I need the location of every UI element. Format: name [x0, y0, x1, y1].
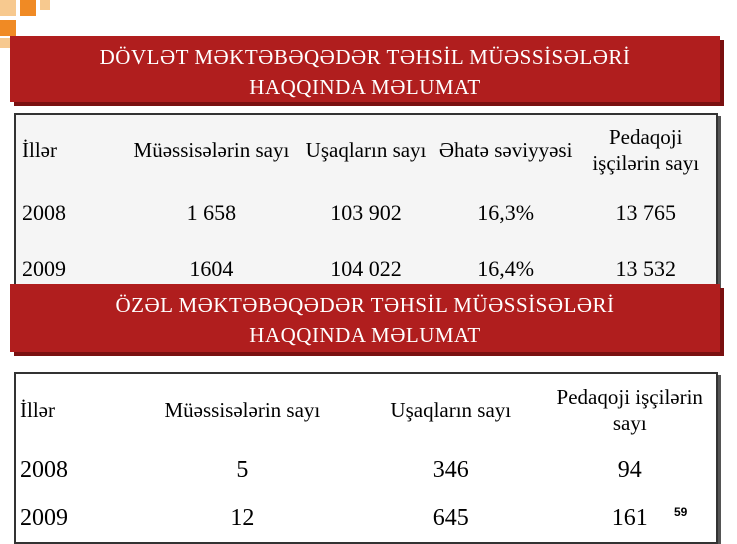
- private-institutions-table: [14, 372, 718, 544]
- state-institutions-table: [14, 113, 718, 299]
- decor-square: [40, 0, 50, 10]
- section2-title-banner: [10, 284, 720, 352]
- section1-title-line2: HAQQINDA MƏLUMAT: [249, 75, 481, 99]
- table-cell: 645: [432, 504, 469, 531]
- column-header: Uşaqların sayı: [390, 398, 512, 422]
- table-row: [15, 494, 717, 543]
- table-row: [15, 185, 717, 241]
- table-cell: 2009: [20, 504, 68, 531]
- table-cell: 13 532: [615, 256, 676, 281]
- table-cell: 161: [611, 504, 648, 531]
- column-header: Uşaqların sayı: [305, 138, 427, 162]
- table-cell: 1604: [189, 256, 234, 281]
- table-cell: 104 022: [330, 256, 402, 281]
- decor-square: [0, 20, 16, 36]
- column-header: İllər: [22, 138, 57, 162]
- table-cell: 12: [230, 504, 255, 531]
- table-cell: 13 765: [615, 200, 676, 225]
- section2-title-line1: ÖZƏL MƏKTƏBƏQƏDƏR TƏHSİL MÜƏSSİSƏLƏRİ: [115, 293, 615, 317]
- column-header: İllər: [20, 398, 55, 422]
- table-cell: 2009: [22, 256, 66, 281]
- column-header: Müəssisələrin sayı: [164, 398, 321, 422]
- table-header-row: [15, 373, 717, 446]
- column-header: Müəssisələrin sayı: [133, 138, 290, 162]
- section1-title-banner: [10, 36, 720, 102]
- table-cell: 103 902: [330, 200, 402, 225]
- decor-square: [20, 0, 36, 16]
- table-cell: 2008: [22, 200, 66, 225]
- table-cell: 16,4%: [477, 256, 535, 281]
- decor-square: [0, 38, 10, 48]
- decor-square: [0, 0, 16, 16]
- column-header: Pedaqoji işçilərin sayı: [556, 385, 703, 435]
- table-cell: 1 658: [186, 200, 237, 225]
- table-cell: 16,3%: [477, 200, 535, 225]
- table-cell: 346: [432, 456, 469, 483]
- section2-title-line2: HAQQINDA MƏLUMAT: [249, 323, 481, 347]
- table-header-row: [15, 114, 717, 185]
- table-cell: 2008: [20, 456, 68, 483]
- table-cell: 94: [617, 456, 642, 483]
- column-header: Pedaqoji işçilərin sayı: [592, 125, 700, 175]
- section1-title-line1: DÖVLƏT MƏKTƏBƏQƏDƏR TƏHSİL MÜƏSSİSƏLƏRİ: [99, 45, 631, 69]
- table-row: [15, 446, 717, 494]
- page-number: 59: [674, 505, 688, 519]
- table-cell: 5: [236, 456, 249, 483]
- column-header: Əhatə səviyyəsi: [438, 138, 573, 162]
